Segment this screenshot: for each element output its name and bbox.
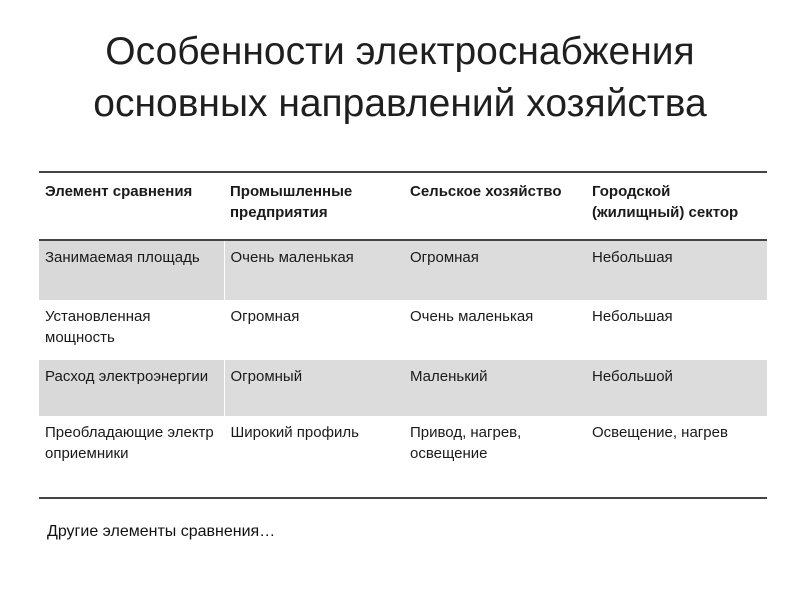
table-cell: Небольшая — [586, 240, 767, 300]
comparison-table — [39, 171, 767, 499]
header-cell-agriculture: Сельское хозяйство — [410, 183, 562, 200]
header-cell-element: Элемент сравнения — [45, 183, 193, 200]
row-label-cell: Преобладающие электроприемники — [39, 416, 224, 498]
slide-title-line-2: основных направлений хозяйства — [93, 82, 707, 125]
table-cell: Небольшой — [586, 360, 767, 416]
table-row — [39, 416, 767, 498]
table-cell: Очень маленькая — [224, 240, 404, 300]
header-cell-housing: Городской (жилищный) сектор — [592, 183, 739, 221]
header-cell-industry: Промышленные предприятия — [230, 183, 353, 221]
table-row — [39, 300, 767, 360]
table-cell: Широкий профиль — [230, 424, 359, 441]
row-label-cell: Занимаемая площадь — [39, 240, 224, 300]
table-cell: Огромный — [224, 360, 404, 416]
table-header-row — [39, 172, 767, 240]
table-cell: Небольшая — [592, 308, 673, 325]
table-cell: Огромная — [230, 308, 300, 325]
table-row — [39, 360, 767, 416]
slide-title-line-1: Особенности электроснабжения — [105, 30, 695, 73]
table-row — [39, 240, 767, 300]
table-cell: Огромная — [404, 240, 586, 300]
table-cell: Очень маленькая — [410, 308, 534, 325]
row-label-cell: Расход электроэнергии — [39, 360, 224, 416]
row-label-cell: Установленная мощность — [39, 300, 224, 360]
comparison-table-container — [39, 171, 767, 499]
footer-note: Другие элементы сравнения… — [47, 523, 276, 540]
table-cell: Привод, нагрев, освещение — [410, 424, 522, 462]
table-cell: Освещение, нагрев — [592, 424, 728, 441]
slide-title — [0, 26, 800, 130]
table-cell: Маленький — [404, 360, 586, 416]
